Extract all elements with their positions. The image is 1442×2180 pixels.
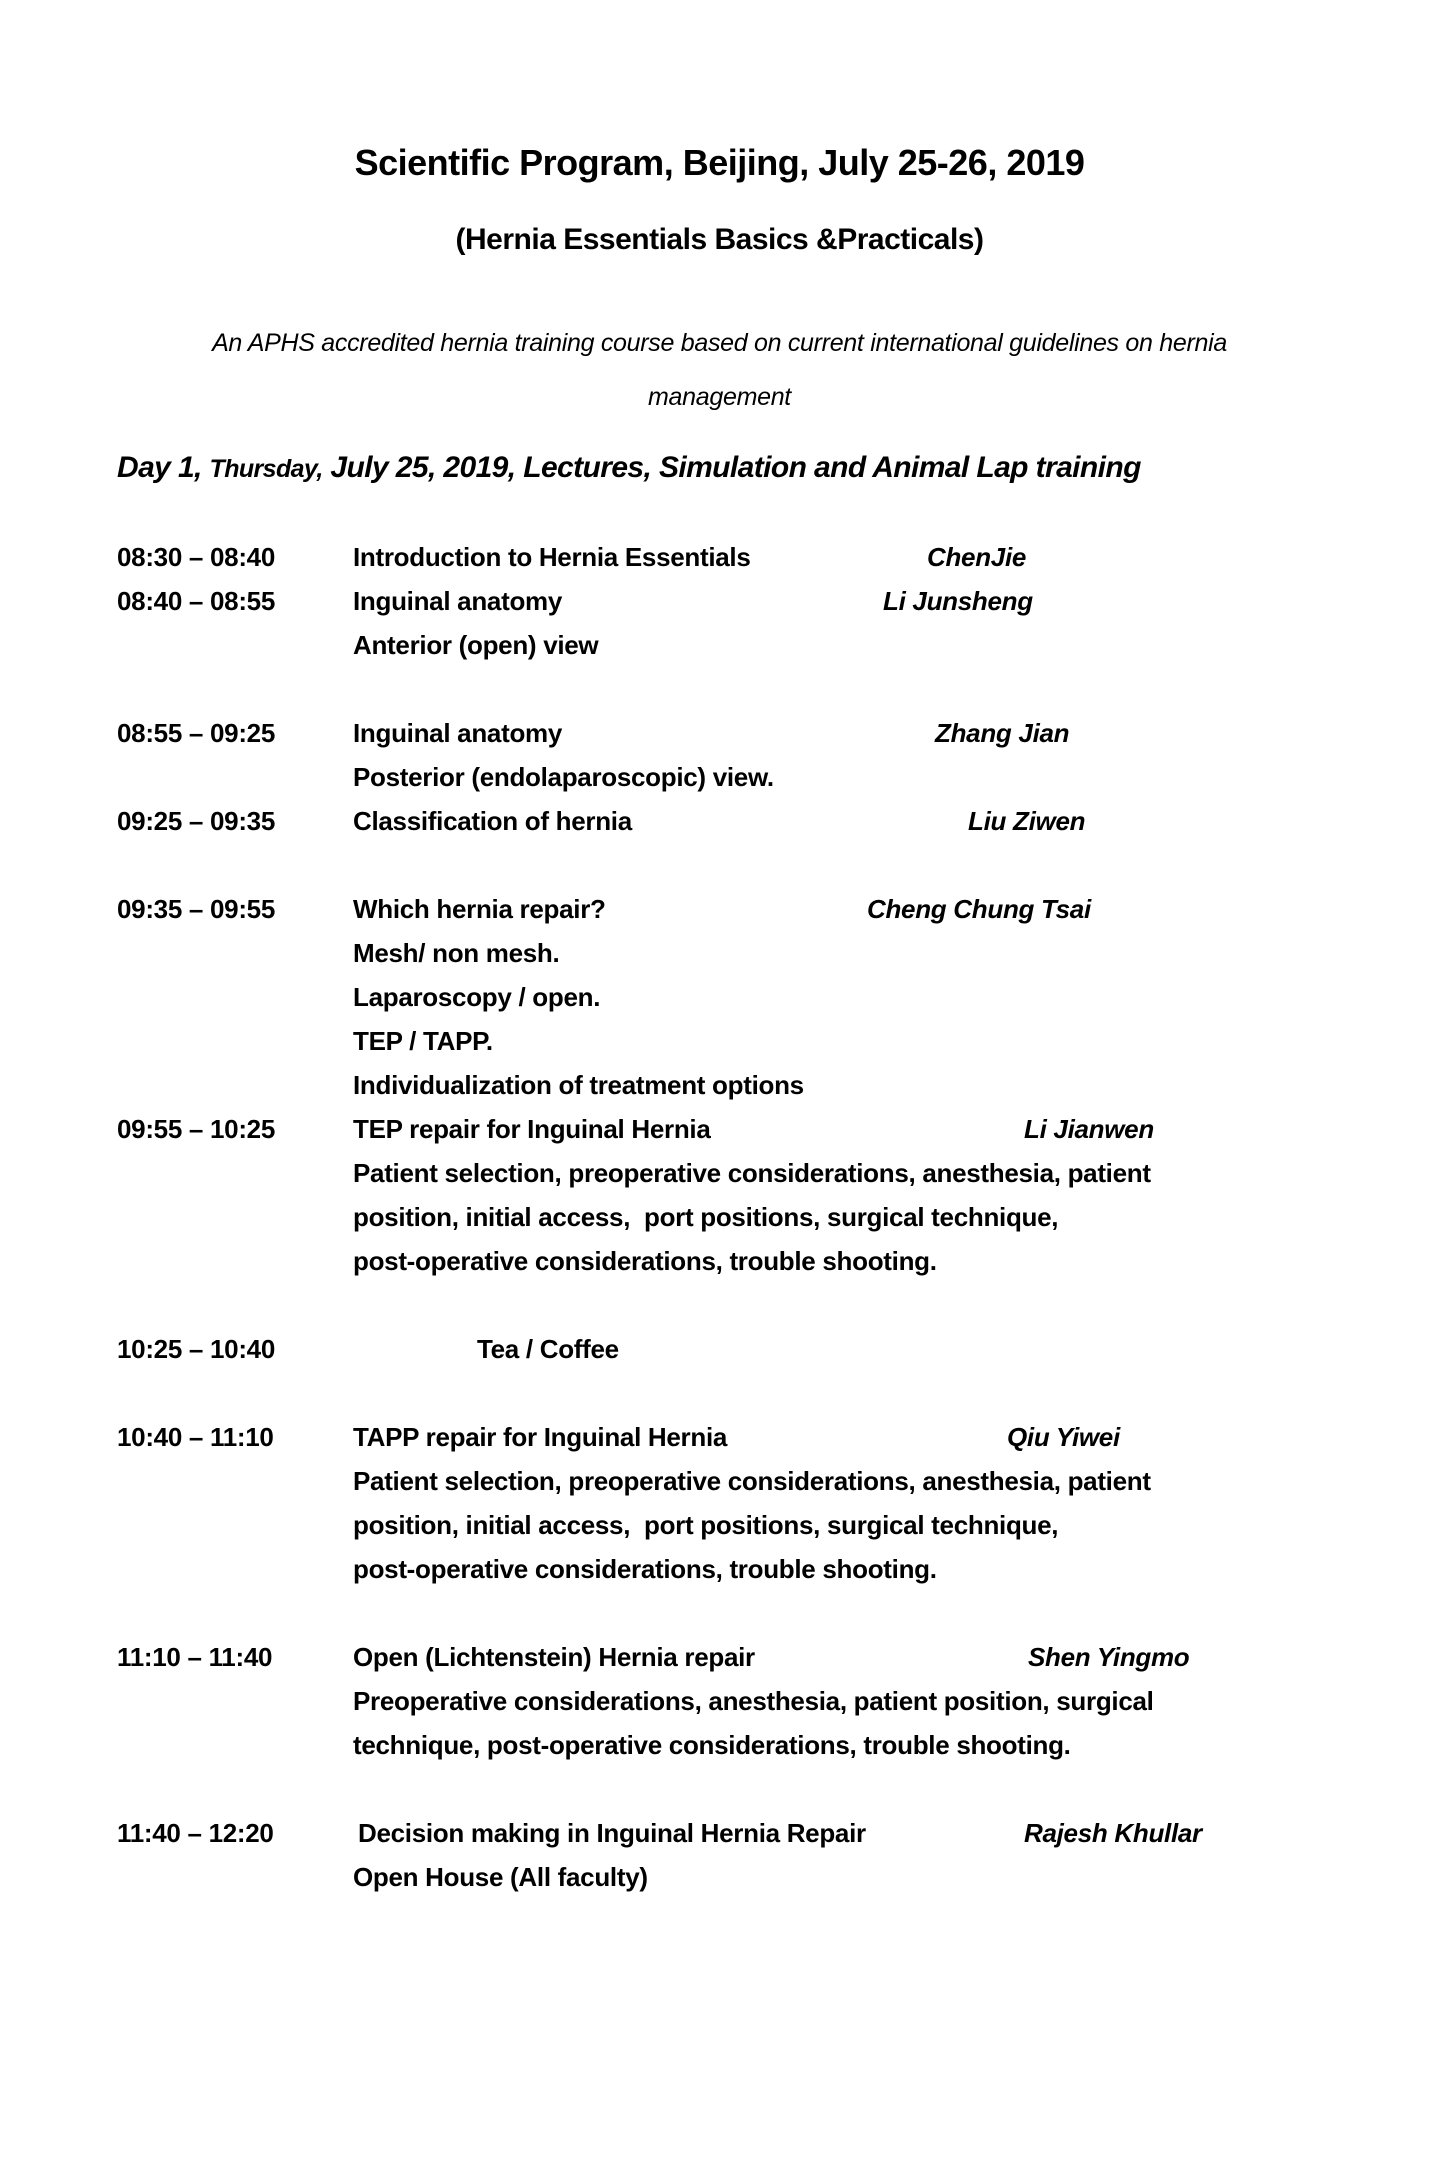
session-title: Which hernia repair? <box>353 894 606 924</box>
session-time: 11:40 – 12:20 <box>117 1818 274 1848</box>
accreditation-note <box>117 316 1322 424</box>
session-detail: Open House (All faculty) <box>353 1862 648 1892</box>
session-detail: Posterior (endolaparoscopic) view. <box>353 762 774 792</box>
schedule-row <box>117 711 1322 755</box>
schedule-detail-row <box>117 755 1322 799</box>
document-title: Scientific Program, Beijing, July 25-26, 2019 <box>354 142 1085 183</box>
schedule-row <box>117 887 1322 931</box>
session-detail: position, initial access, port positions, surgical technique, <box>353 1510 1059 1540</box>
session-title: Inguinal anatomy <box>353 718 563 748</box>
session-speaker: Liu Ziwen <box>968 806 1086 836</box>
blank-line <box>117 1283 1322 1327</box>
day1-schedule <box>117 535 1322 1899</box>
session-detail: post-operative considerations, trouble shooting. <box>353 1554 937 1584</box>
schedule-detail-row <box>117 1151 1322 1195</box>
schedule-detail-row <box>117 1195 1322 1239</box>
schedule-row <box>117 579 1322 623</box>
document-subtitle: (Hernia Essentials Basics &Practicals) <box>455 223 984 256</box>
session-title: Inguinal anatomy <box>353 586 563 616</box>
schedule-row <box>117 1635 1322 1679</box>
session-time: 08:55 – 09:25 <box>117 718 276 748</box>
schedule-row <box>117 1811 1322 1855</box>
day1-heading-prefix: Day 1, <box>117 451 210 484</box>
session-detail: Individualization of treatment options <box>353 1070 804 1100</box>
schedule-detail-row <box>117 1723 1322 1767</box>
schedule-detail-row <box>117 1547 1322 1591</box>
session-time: 08:30 – 08:40 <box>117 542 276 572</box>
session-speaker: Cheng Chung Tsai <box>867 894 1091 924</box>
session-detail: Preoperative considerations, anesthesia, patient position, surgical <box>353 1686 1154 1716</box>
blank-line <box>117 1767 1322 1811</box>
session-time: 09:55 – 10:25 <box>117 1114 276 1144</box>
schedule-detail-row <box>117 623 1322 667</box>
schedule-detail-row <box>117 931 1322 975</box>
session-detail: technique, post-operative considerations, trouble shooting. <box>353 1730 1071 1760</box>
schedule-detail-row <box>117 1063 1322 1107</box>
schedule-row <box>117 799 1322 843</box>
session-title: Open (Lichtenstein) Hernia repair <box>353 1642 755 1672</box>
schedule-row <box>117 1415 1322 1459</box>
session-detail: TEP / TAPP. <box>353 1026 493 1056</box>
session-title: Classification of hernia <box>353 806 632 836</box>
schedule-detail-row <box>117 1679 1322 1723</box>
session-speaker: Li Jianwen <box>1024 1114 1154 1144</box>
document-page <box>0 140 1442 2180</box>
schedule-detail-row <box>117 1503 1322 1547</box>
session-detail: Patient selection, preoperative considerations, anesthesia, patient <box>353 1158 1151 1188</box>
session-title: Tea / Coffee <box>477 1334 619 1364</box>
session-time: 08:40 – 08:55 <box>117 586 276 616</box>
session-title: TEP repair for Inguinal Hernia <box>353 1114 711 1144</box>
day1-heading-rest: July 25, 2019, Lectures, Simulation and Animal Lap training <box>322 451 1141 484</box>
schedule-row <box>117 535 1322 579</box>
session-time: 09:25 – 09:35 <box>117 806 276 836</box>
session-time: 11:10 – 11:40 <box>117 1642 273 1672</box>
session-time: 09:35 – 09:55 <box>117 894 276 924</box>
session-time: 10:25 – 10:40 <box>117 1334 276 1364</box>
session-title: Decision making in Inguinal Hernia Repair <box>358 1818 866 1848</box>
schedule-detail-row <box>117 1019 1322 1063</box>
blank-line <box>117 843 1322 887</box>
session-detail: Laparoscopy / open. <box>353 982 601 1012</box>
blank-line <box>117 1591 1322 1635</box>
day1-heading-weekday: Thursday, <box>209 455 323 483</box>
schedule-row-break <box>117 1327 1322 1371</box>
session-speaker: Shen Yingmo <box>1028 1642 1190 1672</box>
session-speaker: Qiu Yiwei <box>1007 1422 1120 1452</box>
session-detail: Mesh/ non mesh. <box>353 938 560 968</box>
session-speaker: Li Junsheng <box>883 586 1033 616</box>
session-title: Introduction to Hernia Essentials <box>353 542 751 572</box>
accreditation-note-line-2: management <box>648 383 791 411</box>
schedule-detail-row <box>117 1459 1322 1503</box>
accreditation-note-line-1: An APHS accredited hernia training course based on current international guidelines on hernia <box>212 329 1227 357</box>
session-speaker: Rajesh Khullar <box>1024 1818 1202 1848</box>
session-speaker: Zhang Jian <box>935 718 1070 748</box>
session-detail: position, initial access, port positions, surgical technique, <box>353 1202 1059 1232</box>
session-detail: post-operative considerations, trouble shooting. <box>353 1246 937 1276</box>
schedule-row <box>117 1107 1322 1151</box>
schedule-detail-row <box>117 1239 1322 1283</box>
schedule-detail-row <box>117 1855 1322 1899</box>
session-title: TAPP repair for Inguinal Hernia <box>353 1422 728 1452</box>
schedule-detail-row <box>117 975 1322 1019</box>
session-detail: Anterior (open) view <box>353 630 599 660</box>
session-detail: Patient selection, preoperative considerations, anesthesia, patient <box>353 1466 1151 1496</box>
session-speaker: ChenJie <box>927 542 1027 572</box>
blank-line <box>117 1371 1322 1415</box>
session-time: 10:40 – 11:10 <box>117 1422 274 1452</box>
day1-heading <box>117 446 1322 491</box>
blank-line <box>117 667 1322 711</box>
